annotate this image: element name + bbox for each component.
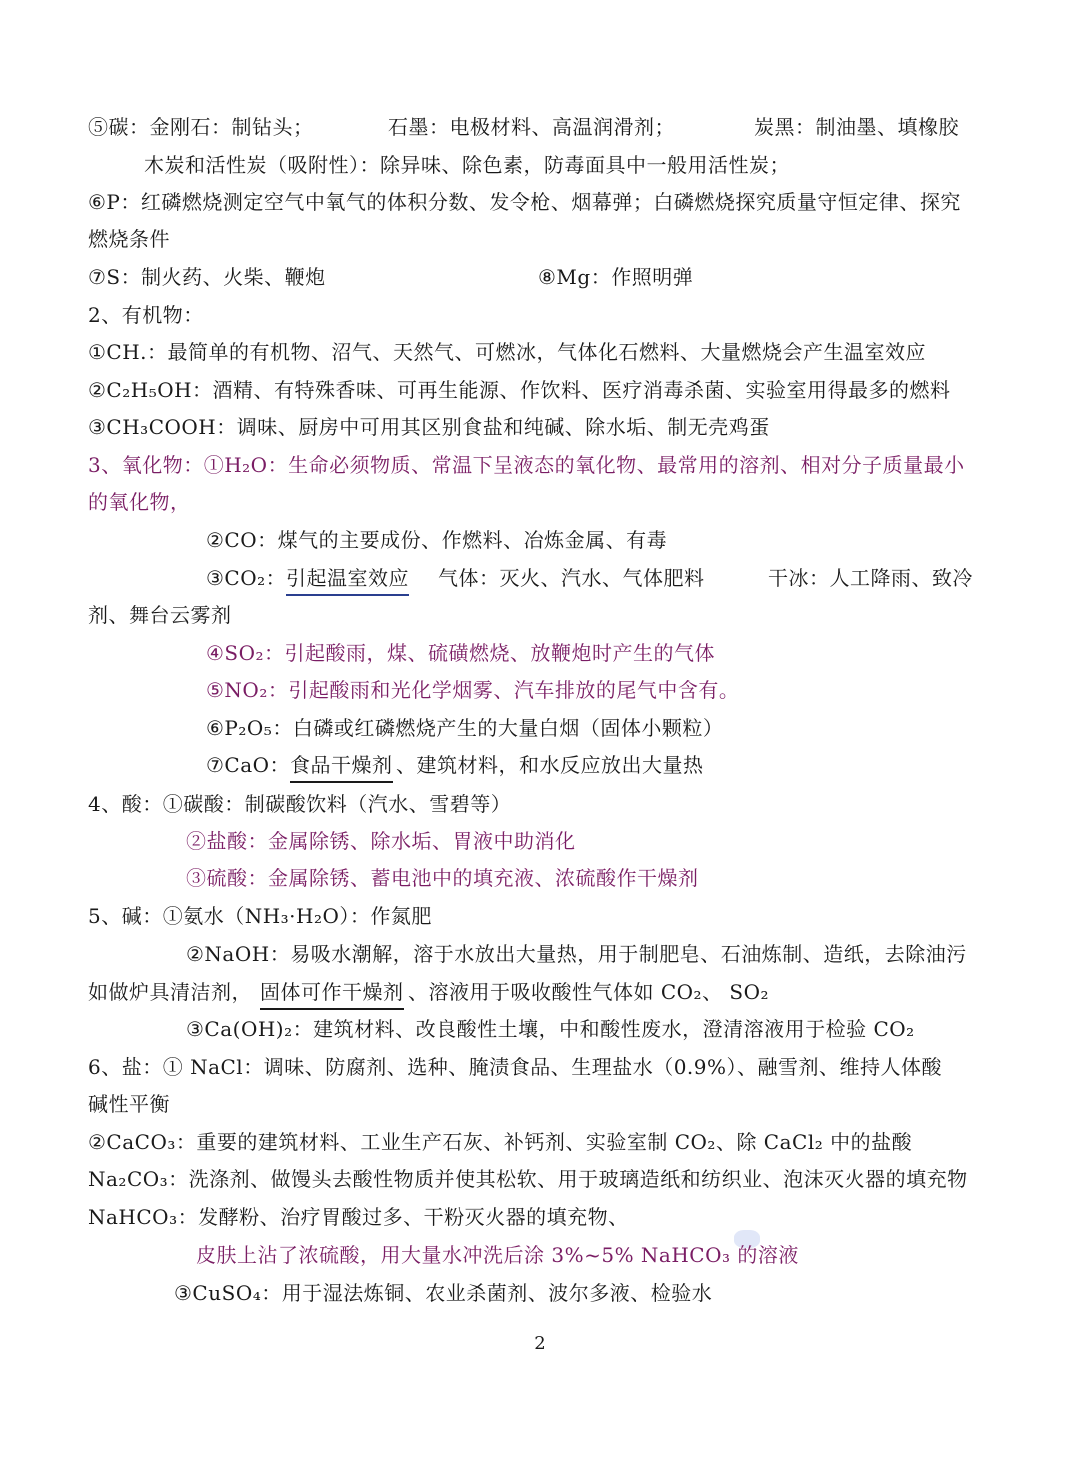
text-segment: 碱性平衡 — [88, 1092, 170, 1116]
line-acetic-acid — [88, 412, 1020, 444]
text-segment: ②C₂H₅OH：酒精、有特殊香味、可再生能源、作饮料、医疗消毒杀菌、实验室用得最多的燃料 — [88, 378, 951, 402]
line-nahco3 — [88, 1202, 1020, 1234]
text-segment: 皮肤上沾了浓硫酸，用大量水冲洗后涂 3%~5% NaHCO₃ 的溶液 — [196, 1243, 799, 1267]
text-segment: ③Ca(OH)₂：建筑材料、改良酸性土壤，中和酸性废水，澄清溶液用于检验 CO₂ — [186, 1017, 915, 1041]
line-hydrochloric-acid — [88, 826, 1020, 858]
line-skin-acid-note — [88, 1240, 1020, 1272]
line-methane — [88, 337, 1020, 369]
text-segment: 剂、舞台云雾剂 — [88, 603, 232, 627]
section-heading-salts — [88, 1052, 1020, 1084]
text-segment: ②盐酸：金属除锈、除水垢、胃液中助消化 — [186, 829, 576, 853]
line-cao — [88, 750, 1020, 782]
line-co — [88, 525, 1020, 557]
text-segment: ⑤NO₂：引起酸雨和光化学烟雾、汽车排放的尾气中含有。 — [206, 678, 740, 702]
text-segment: 、建筑材料，和水反应放出大量热 — [396, 753, 704, 777]
text-segment: 木炭和活性炭（吸附性）：除异味、除色素，防毒面具中一般用活性炭； — [144, 153, 790, 177]
line-sulfuric-acid — [88, 863, 1020, 895]
text-segment: ⑧Mg：作照明弹 — [538, 265, 694, 289]
line-co2 — [88, 563, 1020, 595]
line-na2co3 — [88, 1164, 1020, 1196]
line-co2-cont — [88, 600, 1020, 632]
text-segment: 气体：灭火、汽水、气体肥料 — [438, 566, 705, 590]
text-segment: ⑤碳：金刚石：制钻头； — [88, 115, 314, 139]
text-segment: ②CaCO₃：重要的建筑材料、工业生产石灰、补钙剂、实验室制 CO₂、除 CaCl₂ 中的盐酸 — [88, 1130, 913, 1154]
text-segment: 2、有机物： — [88, 303, 204, 327]
text-segment: ②CO：煤气的主要成份、作燃料、冶炼金属、有毒 — [206, 528, 668, 552]
text-segment: ①CH.：最简单的有机物、沼气、天然气、可燃冰，气体化石燃料、大量燃烧会产生温室效应 — [88, 340, 927, 364]
line-sulfur-magnesium — [88, 262, 1020, 294]
text-segment: ③CuSO₄：用于湿法炼铜、农业杀菌剂、波尔多液、检验水 — [174, 1281, 713, 1305]
text-segment: ⑥P₂O₅：白磷或红磷燃烧产生的大量白烟（固体小颗粒） — [206, 716, 724, 740]
line-p2o5 — [88, 713, 1020, 745]
text-segment: NaHCO₃：发酵粉、治疗胃酸过多、干粉灭火器的填充物、 — [88, 1205, 629, 1229]
text-segment: 6、盐：① NaCl：调味、防腐剂、选种、腌渍食品、生理盐水（0.9%）、融雪剂、维持人体酸 — [88, 1055, 943, 1079]
text-segment: 石墨：电极材料、高温润滑剂； — [388, 115, 675, 139]
text-segment: ⑦CaO： — [206, 753, 291, 777]
section-heading-organics — [88, 300, 1020, 332]
text-segment: 3、氧化物：①H₂O：生命必须物质、常温下呈液态的氧化物、最常用的溶剂、相对分子质量最小 — [88, 453, 965, 477]
page-number: 2 — [534, 1333, 546, 1354]
text-segment: ④SO₂：引起酸雨，煤、硫磺燃烧、放鞭炮时产生的气体 — [206, 641, 716, 665]
underlined-phrase: 引起温室效应 — [286, 563, 409, 596]
text-segment: 4、酸：①碳酸：制碳酸饮料（汽水、雪碧等） — [88, 792, 512, 816]
section-heading-acids — [88, 789, 1020, 821]
text-segment: 燃烧条件 — [88, 227, 170, 251]
text-segment: 的氧化物， — [88, 490, 191, 514]
text-segment: ⑥P：红磷燃烧测定空气中氧气的体积分数、发令枪、烟幕弹；白磷燃烧探究质量守恒定律、探究 — [88, 190, 961, 214]
line-caoh2 — [88, 1014, 1020, 1046]
section-heading-oxides — [88, 450, 1020, 482]
line-phosphorus — [88, 187, 1020, 219]
line-so2 — [88, 638, 1020, 670]
text-segment: ⑦S：制火药、火柴、鞭炮 — [88, 265, 326, 289]
line-cuso4 — [88, 1278, 1020, 1310]
text-segment: 、溶液用于吸收酸性气体如 CO₂、 SO₂ — [408, 980, 770, 1004]
underlined-phrase: 固体可作干燥剂 — [260, 977, 404, 1010]
line-nacl-cont — [88, 1089, 1020, 1121]
text-segment: ③硫酸：金属除锈、蓄电池中的填充液、浓硫酸作干燥剂 — [186, 866, 699, 890]
text-segment: 干冰：人工降雨、致冷 — [768, 566, 973, 590]
text-segment: 5、碱：①氨水（NH₃·H₂O）：作氮肥 — [88, 904, 432, 928]
underlined-phrase: 食品干燥剂 — [290, 750, 393, 783]
text-segment: 炭黑：制油墨、填橡胶 — [754, 115, 959, 139]
text-segment: ②NaOH：易吸水潮解，溶于水放出大量热，用于制肥皂、石油炼制、造纸，去除油污 — [186, 942, 967, 966]
line-no2 — [88, 675, 1020, 707]
text-segment: 如做炉具清洁剂， — [88, 980, 252, 1004]
line-naoh-cont — [88, 977, 1020, 1009]
line-water-cont — [88, 487, 1020, 519]
section-heading-bases — [88, 901, 1020, 933]
line-charcoal — [88, 150, 1020, 182]
line-ethanol — [88, 375, 1020, 407]
text-segment: ③CO₂： — [206, 566, 287, 590]
line-phosphorus-cont — [88, 224, 1020, 256]
text-segment: ③CH₃COOH：调味、厨房中可用其区别食盐和纯碱、除水垢、制无壳鸡蛋 — [88, 415, 770, 439]
line-naoh — [88, 939, 1020, 971]
line-caco3 — [88, 1127, 1020, 1159]
line-carbon — [88, 112, 1020, 144]
text-segment: Na₂CO₃：洗涤剂、做馒头去酸性物质并使其松软、用于玻璃造纸和纺织业、泡沫灭火器的填充物 — [88, 1167, 968, 1191]
